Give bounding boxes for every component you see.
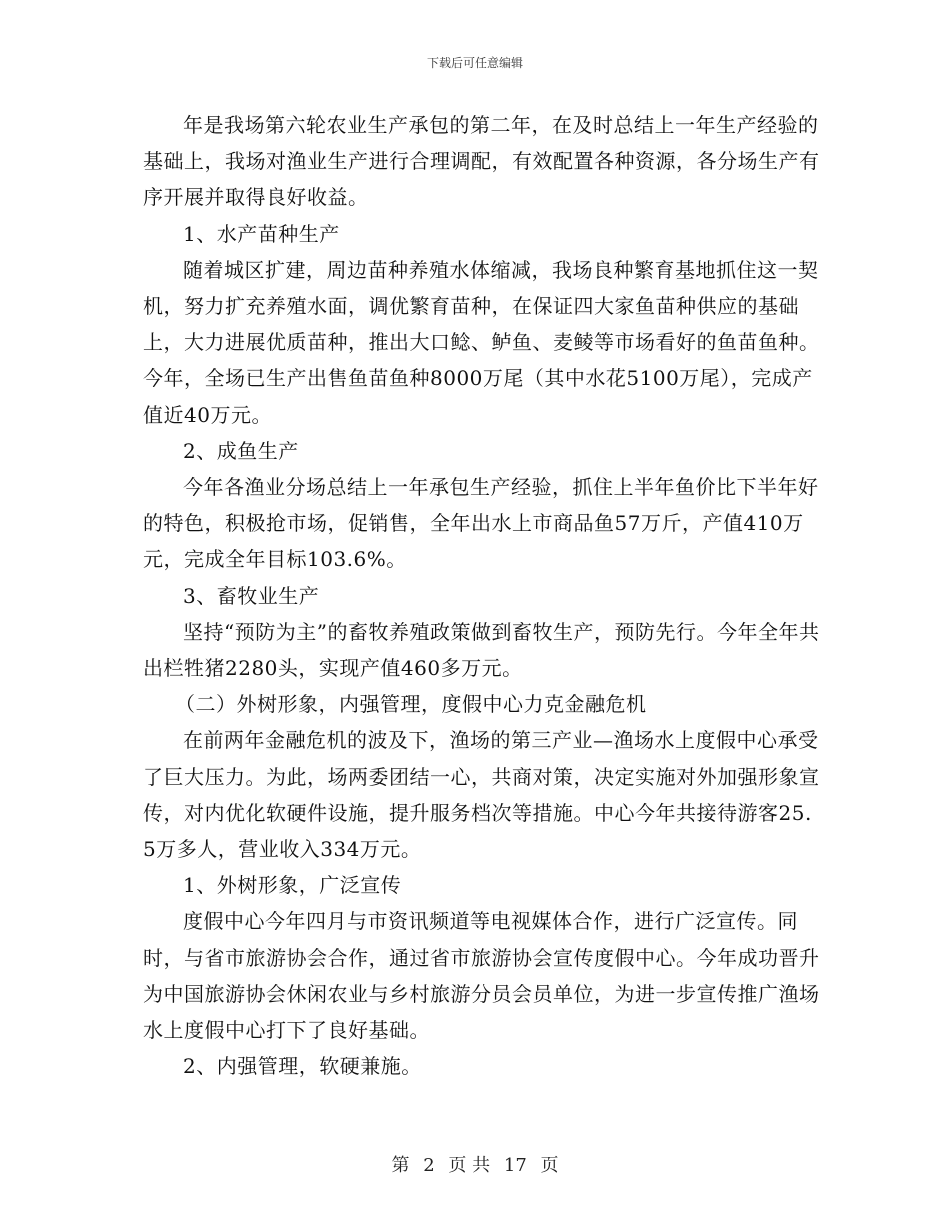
footer-middle: 页 共	[448, 1155, 491, 1176]
footer-prefix: 第	[391, 1155, 410, 1176]
document-body	[143, 107, 823, 1084]
paragraph-image-promotion: 度假中心今年四月与市资讯频道等电视媒体合作，进行广泛宣传。同时，与省市旅游协会合作，通过省市旅游协会宣传度假中心。今年成功晋升为中国旅游协会休闲农业与乡村旅游分员会员单位，为进一步宣传推广渔场水上度假中心打下了良好基础。	[143, 909, 820, 1043]
footer-total-pages: 17	[503, 1155, 527, 1176]
paragraph-livestock: 坚持“预防为主”的畜牧养殖政策做到畜牧生产，预防先行。今年全年共出栏牲猪2280头，实现产值460多万元。	[143, 619, 820, 681]
paragraph-aquatic-seedlings: 随着城区扩建，周边苗种养殖水体缩减，我场良种繁育基地抓住这一契机，努力扩充养殖水面，调优繁育苗种，在保证四大家鱼苗种供应的基础上，大力进展优质苗种，推出大口鲶、鲈鱼、麦鲮等市场看好的鱼苗鱼种。今年，全场已生产出售鱼苗鱼种8000万尾（其中水花5100万尾），完成产值近40万元。	[143, 257, 820, 427]
heading-adult-fish: 2、成鱼生产	[183, 438, 299, 463]
heading-resort-center: （二）外树形象，内强管理，度假中心力克金融危机	[175, 692, 647, 717]
paragraph-adult-fish: 今年各渔业分场总结上一年承包生产经验，抓住上半年鱼价比下半年好的特色，积极抢市场，促销售，全年出水上市商品鱼57万斤，产值410万元，完成全年目标103.6%。	[143, 475, 819, 572]
footer-suffix: 页	[540, 1155, 559, 1176]
footer-page-number: 2	[423, 1155, 435, 1176]
page-footer	[0, 1151, 950, 1177]
paragraph-intro: 年是我场第六轮农业生产承包的第二年，在及时总结上一年生产经验的基础上，我场对渔业生产进行合理调配，有效配置各种资源，各分场生产有序开展并取得良好收益。	[143, 113, 820, 210]
heading-internal-management: 2、内强管理，软硬兼施。	[183, 1054, 422, 1079]
heading-image-promotion: 1、外树形象，广泛宣传	[183, 873, 402, 898]
heading-livestock: 3、畜牧业生产	[183, 583, 320, 608]
heading-aquatic-seedlings: 1、水产苗种生产	[183, 221, 340, 246]
paragraph-resort-center: 在前两年金融危机的波及下，渔场的第三产业—渔场水上度假中心承受了巨大压力。为此，场两委团结一心，共商对策，决定实施对外加强形象宣传，对内优化软硬件设施，提升服务档次等措施。中心今年共接待游客25.5万多人，营业收入334万元。	[143, 728, 820, 862]
header-note: 下载后可任意编辑	[426, 56, 523, 70]
